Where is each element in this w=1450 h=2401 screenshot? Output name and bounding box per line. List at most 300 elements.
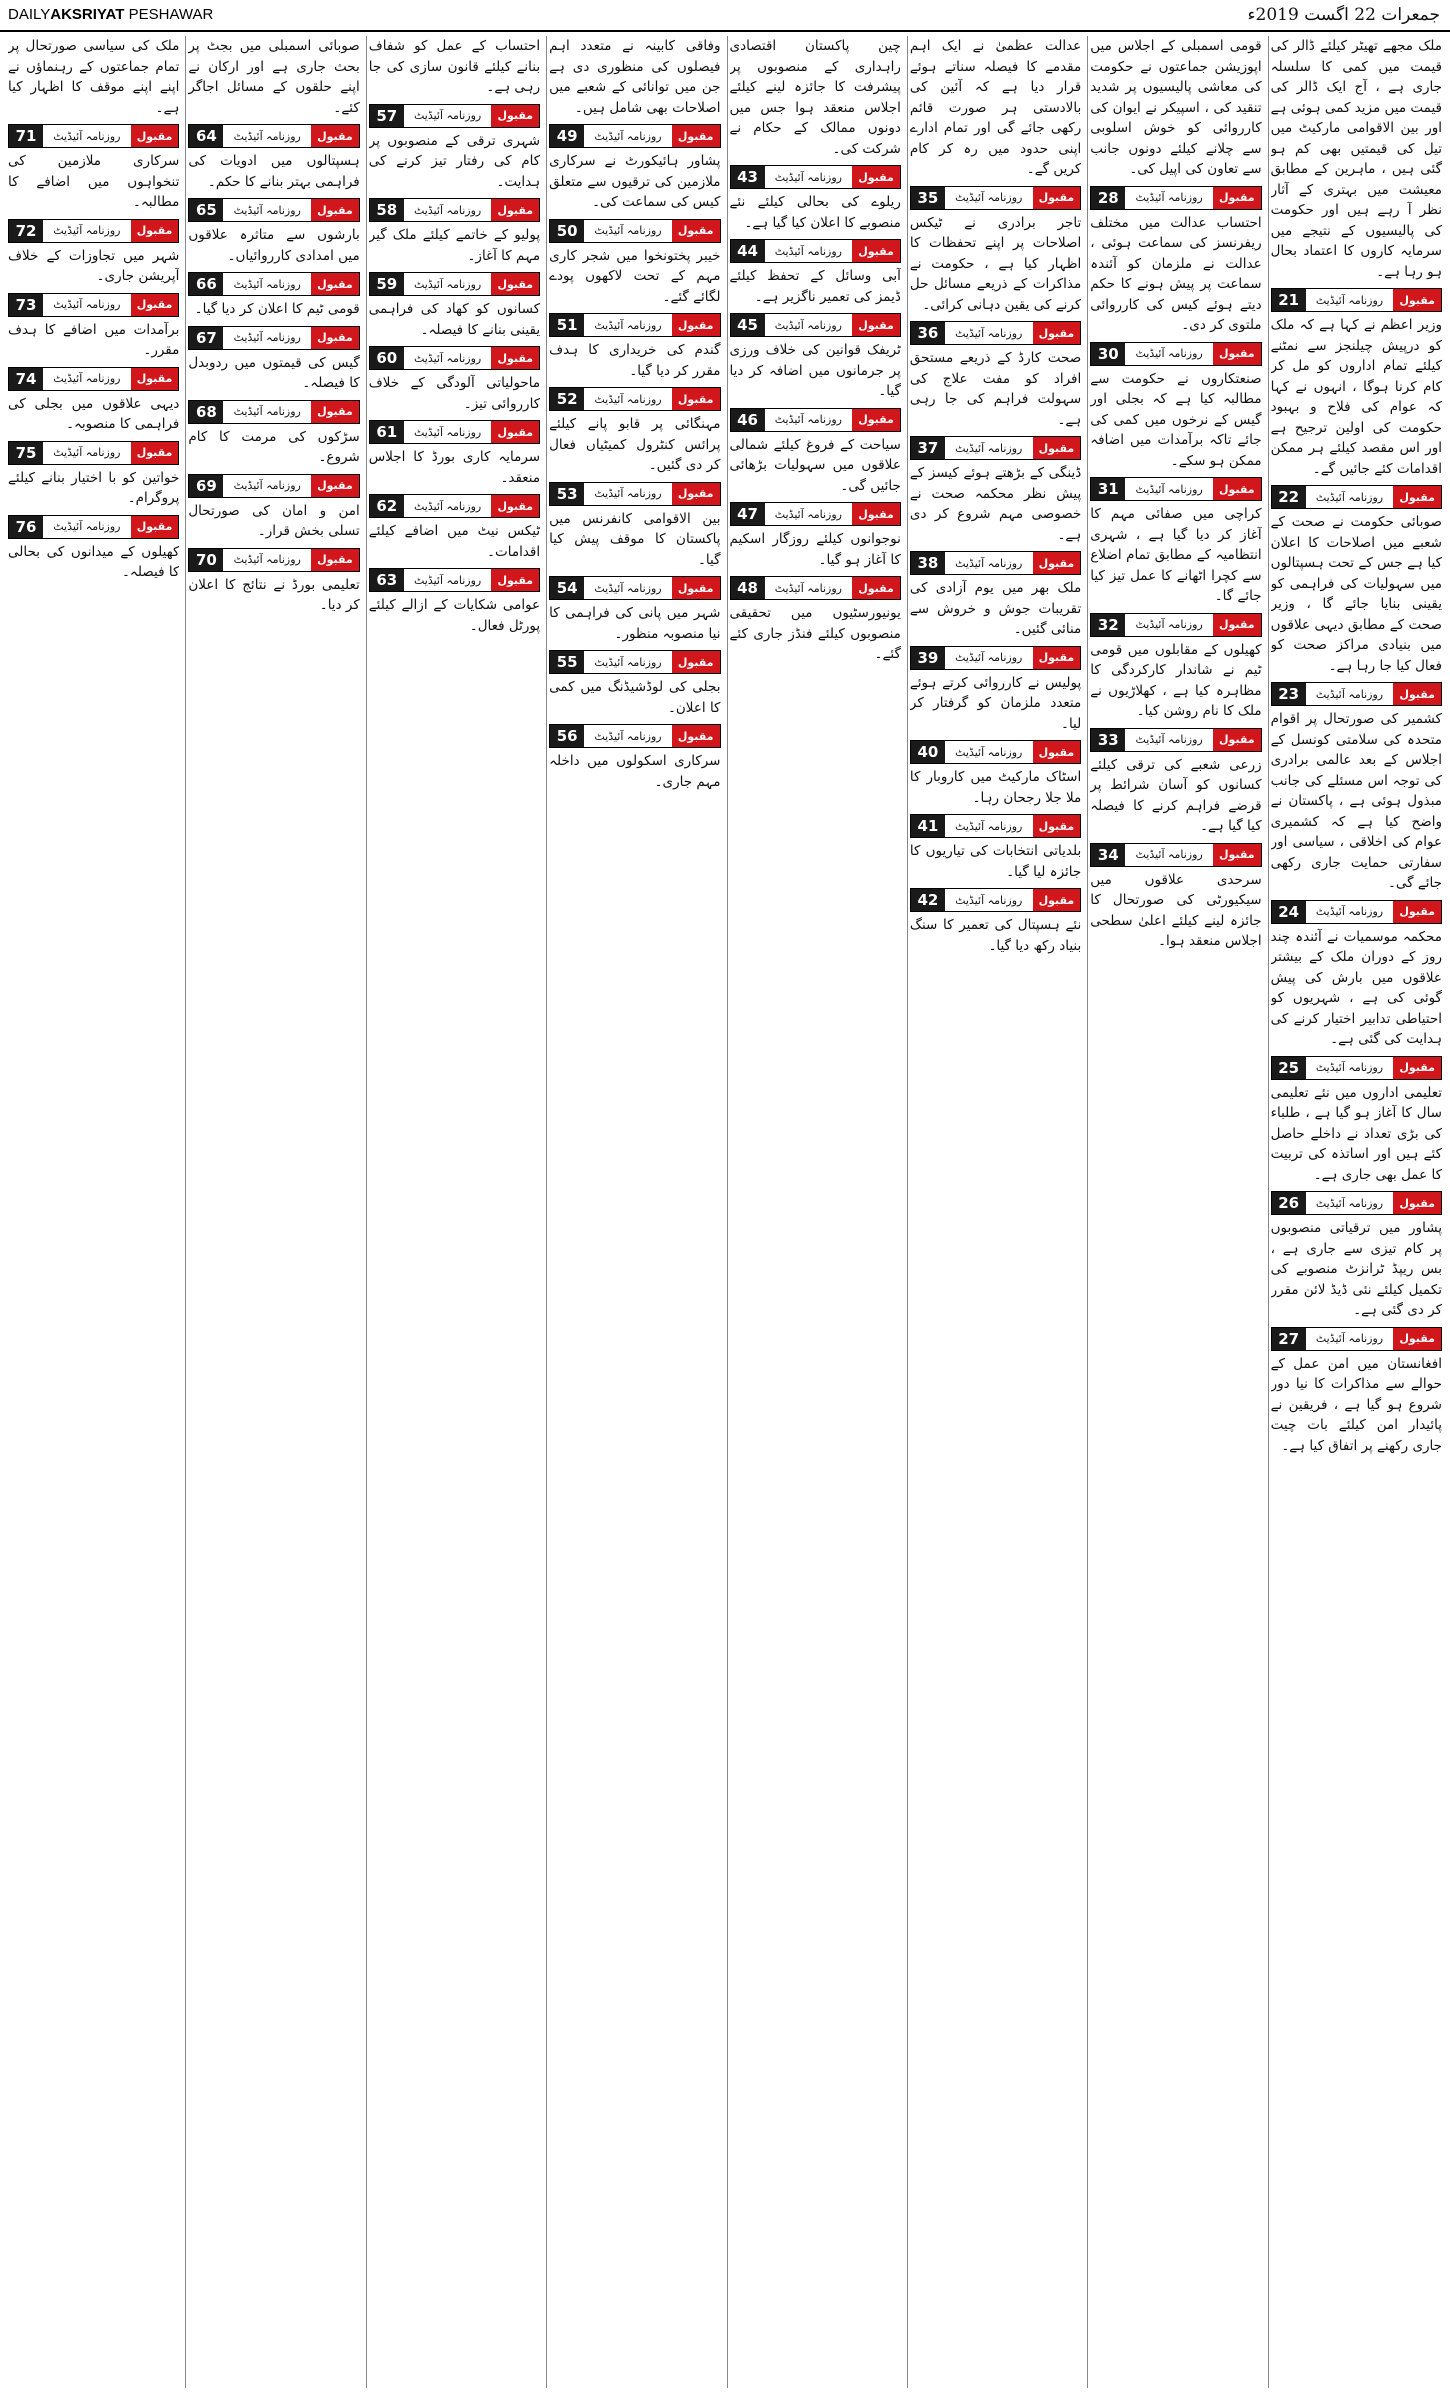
item-tag: مقبول [1393, 486, 1441, 508]
item-source: روزنامہ آئیڈیٹ [945, 187, 1033, 209]
item-number: 49 [550, 125, 584, 147]
item-text: پولیس نے کارروائی کرتے ہوئے متعدد ملزمان کو گرفتار کر لیا۔ [909, 674, 1082, 732]
item-tag: مقبول [1213, 614, 1261, 636]
item-source: روزنامہ آئیڈیٹ [1306, 1328, 1394, 1350]
item-source: روزنامہ آئیڈیٹ [404, 273, 492, 295]
item-text: شہر میں پانی کی فراہمی کا نیا منصوبہ منظور۔ [549, 605, 721, 642]
item-number: 24 [1272, 901, 1306, 923]
item-header [1271, 1327, 1442, 1351]
item-source: روزنامہ آئیڈیٹ [945, 741, 1033, 763]
item-text: خواتین کو با اختیار بنانے کیلئے پروگرام۔ [8, 469, 180, 506]
item-text: سڑکوں کی مرمت کا کام شروع۔ [188, 428, 360, 465]
item-source: روزنامہ آئیڈیٹ [43, 368, 131, 390]
news-item [8, 515, 179, 583]
news-item [549, 219, 720, 308]
item-source: روزنامہ آئیڈیٹ [765, 503, 853, 525]
item-text: وزیر اعظم نے کہا ہے کہ ملک کو درپیش چیلنجز سے نمٹنے کیلئے تمام اداروں کو مل کر کام کرنا ہوگا ، انہوں نے کہا کہ عوام کی فلاح و بہبود حکومت کی اولین ترجیح ہے اور اس مقصد کیلئے ہر ممکن اقدامات کئے جائیں گے۔ [1270, 317, 1442, 477]
item-source: روزنامہ آئیڈیٹ [223, 401, 311, 423]
news-item [188, 548, 359, 616]
item-header [910, 551, 1081, 575]
item-text: عدالت عظمیٰ نے ایک اہم مقدمے کا فیصلہ سناتے ہوئے قرار دیا ہے کہ آئین کی بالادستی ہر صورت قائم رکھی جائے گی اور تمام ادارے اپنی حدود میں رہ کر کام کریں گے۔ [909, 38, 1082, 177]
news-item [1271, 485, 1442, 676]
item-source: روزنامہ آئیڈیٹ [765, 577, 853, 599]
item-text: ماحولیاتی آلودگی کے خلاف کارروائی تیز۔ [368, 375, 541, 412]
item-header [8, 367, 179, 391]
item-number: 42 [911, 889, 945, 911]
item-number: 65 [189, 199, 223, 221]
item-source: روزنامہ آئیڈیٹ [223, 475, 311, 497]
news-item [188, 400, 359, 468]
item-text: ملک مجھے تھیٹر کیلئے ڈالر کی قیمت میں کمی کا سلسلہ جاری ہے ، آج ایک ڈالر کی قیمت میں مزید کمی ہوئی ہے اور بین الاقوامی مارکیٹ میں تیل کی قیمتیں بھی کم ہو گئی ہیں ، ماہرین کے مطابق معیشت میں بہتری کے آثار نظر آ رہے ہیں اور حکومت کی پالیسیوں کے نتیجے میں سرمایہ کاروں کا اعتماد بحال ہو رہا ہے۔ [1270, 38, 1442, 280]
item-tag: مقبول [1213, 187, 1261, 209]
item-text: امن و امان کی صورتحال تسلی بخش قرار۔ [188, 502, 360, 539]
item-header [549, 482, 720, 506]
item-tag: مقبول [1033, 889, 1081, 911]
item-header [8, 219, 179, 243]
item-text: کراچی میں صفائی مہم کا آغاز کر دیا گیا ہے ، شہری انتظامیہ کے مطابق تمام اضلاع سے کچرا اٹھانے کا عمل تیز کیا جائے گا۔ [1090, 506, 1262, 604]
news-item [549, 482, 720, 571]
item-source: روزنامہ آئیڈیٹ [404, 199, 492, 221]
item-number: 39 [911, 647, 945, 669]
item-tag: مقبول [672, 125, 720, 147]
news-item [1271, 682, 1442, 894]
item-tag: مقبول [1213, 478, 1261, 500]
item-text: ریلوے کی بحالی کیلئے نئے منصوبے کا اعلان کیا گیا ہے۔ [729, 194, 901, 231]
item-tag: مقبول [311, 549, 359, 571]
item-number: 66 [189, 273, 223, 295]
item-header [1271, 1056, 1442, 1080]
item-number: 22 [1272, 486, 1306, 508]
item-source: روزنامہ آئیڈیٹ [43, 294, 131, 316]
item-source: روزنامہ آئیڈیٹ [404, 569, 492, 591]
item-header [188, 548, 359, 572]
news-item [910, 888, 1081, 956]
item-source: روزنامہ آئیڈیٹ [945, 437, 1033, 459]
item-text: شہری ترقی کے منصوبوں پر کام کی رفتار تیز کرنے کی ہدایت۔ [368, 132, 541, 190]
news-item [1090, 477, 1261, 607]
item-text: یونیورسٹیوں میں تحقیقی منصوبوں کیلئے فنڈز جاری کئے گئے۔ [729, 605, 901, 662]
item-source: روزنامہ آئیڈیٹ [223, 273, 311, 295]
item-number: 59 [370, 273, 404, 295]
item-number: 56 [550, 725, 584, 747]
item-header [910, 436, 1081, 460]
news-column [1268, 36, 1444, 2388]
item-header [549, 650, 720, 674]
news-item [369, 568, 540, 636]
item-source: روزنامہ آئیڈیٹ [404, 347, 492, 369]
item-tag: مقبول [1033, 552, 1081, 574]
item-source: روزنامہ آئیڈیٹ [584, 483, 672, 505]
item-text: محکمہ موسمیات نے آئندہ چند روز کے دوران ملک کے بیشتر علاقوں میں بارش کی پیش گوئی کی ہے ، شہریوں کو احتیاطی تدابیر اختیار کرنے کی ہدایت کی گئی ہے۔ [1270, 928, 1442, 1047]
item-tag: مقبول [1033, 815, 1081, 837]
item-text: کھیلوں کے مقابلوں میں قومی ٹیم نے شاندار کارکردگی کا مظاہرہ کیا ہے ، کھلاڑیوں نے ملک کا نام روشن کیا۔ [1090, 641, 1262, 719]
item-text: زرعی شعبے کی ترقی کیلئے کسانوں کو آسان شرائط پر قرضے فراہم کرنے کا فیصلہ کیا گیا ہے۔ [1090, 756, 1262, 834]
item-number: 35 [911, 187, 945, 209]
item-header [549, 576, 720, 600]
item-text: افغانستان میں امن عمل کے حوالے سے مذاکرات کا نیا دور شروع ہو گیا ہے ، فریقین نے پائیدار امن کیلئے بات چیت جاری رکھنے پر اتفاق کیا ہے۔ [1270, 1355, 1442, 1454]
item-text: دیہی علاقوں میں بجلی کی فراہمی کا منصوبہ۔ [8, 395, 180, 432]
news-item [730, 239, 901, 307]
news-item [549, 724, 720, 792]
news-item [8, 441, 179, 509]
item-source: روزنامہ آئیڈیٹ [584, 388, 672, 410]
news-item [8, 124, 179, 213]
item-text: قومی ٹیم کا اعلان کر دیا گیا۔ [194, 301, 360, 317]
item-header [1090, 843, 1261, 867]
item-header [910, 814, 1081, 838]
item-header [549, 724, 720, 748]
item-source: روزنامہ آئیڈیٹ [223, 327, 311, 349]
news-item [369, 198, 540, 266]
news-column [6, 36, 181, 2388]
news-item [188, 124, 359, 192]
item-source: روزنامہ آئیڈیٹ [945, 322, 1033, 344]
news-item [910, 321, 1081, 430]
item-number: 36 [911, 322, 945, 344]
paper-prefix: DAILY [8, 6, 51, 23]
item-tag: مقبول [311, 401, 359, 423]
item-number: 40 [911, 741, 945, 763]
item-source: روزنامہ آئیڈیٹ [43, 516, 131, 538]
item-header [730, 313, 901, 337]
item-header [1271, 485, 1442, 509]
item-header [369, 198, 540, 222]
item-number: 43 [731, 166, 765, 188]
paper-name: AKSRIYAT [50, 6, 125, 23]
news-item [188, 36, 359, 118]
item-header [730, 239, 901, 263]
item-number: 32 [1091, 614, 1125, 636]
news-item [1271, 900, 1442, 1050]
news-item [1271, 36, 1442, 282]
news-item [1271, 1327, 1442, 1457]
item-text: ہسپتالوں میں ادویات کی فراہمی بہتر بنانے کا حکم۔ [188, 153, 360, 190]
item-text: کھیلوں کے میدانوں کی بحالی کا فیصلہ۔ [8, 543, 180, 580]
item-tag: مقبول [491, 421, 539, 443]
news-column [727, 36, 903, 2388]
item-header [188, 272, 359, 296]
news-item [188, 272, 359, 320]
item-source: روزنامہ آئیڈیٹ [43, 442, 131, 464]
item-tag: مقبول [1213, 844, 1261, 866]
item-text: احتساب عدالت میں مختلف ریفرنسز کی سماعت ہوئی ، عدالت نے ملزمان کو آئندہ سماعت پر پیش ہونے کا حکم دیتے ہوئے کیس کی کارروائی ملتوی کر دی۔ [1090, 214, 1262, 333]
item-tag: مقبول [131, 220, 179, 242]
item-header [8, 124, 179, 148]
news-item [1271, 288, 1442, 479]
item-header [369, 494, 540, 518]
item-header [369, 104, 540, 128]
item-text: سرمایہ کاری بورڈ کا اجلاس منعقد۔ [368, 449, 541, 486]
news-item [8, 367, 179, 435]
item-text: برآمدات میں اضافے کا ہدف مقرر۔ [8, 321, 180, 358]
item-number: 25 [1272, 1057, 1306, 1079]
item-number: 55 [550, 651, 584, 673]
news-item [549, 313, 720, 381]
item-header [549, 313, 720, 337]
item-text: تعلیمی بورڈ نے نتائج کا اعلان کر دیا۔ [188, 576, 360, 613]
item-header [369, 568, 540, 592]
item-number: 63 [370, 569, 404, 591]
item-number: 21 [1272, 289, 1306, 311]
item-number: 34 [1091, 844, 1125, 866]
news-item [910, 646, 1081, 735]
news-item [188, 326, 359, 394]
item-header [188, 326, 359, 350]
item-number: 44 [731, 240, 765, 262]
item-header [369, 346, 540, 370]
item-tag: مقبول [1033, 741, 1081, 763]
item-header [1090, 342, 1261, 366]
item-text: ٹریفک قوانین کی خلاف ورزی پر جرمانوں میں اضافہ کر دیا گیا۔ [729, 342, 901, 399]
item-number: 75 [9, 442, 43, 464]
item-number: 67 [189, 327, 223, 349]
item-source: روزنامہ آئیڈیٹ [1306, 1057, 1394, 1079]
item-number: 38 [911, 552, 945, 574]
item-tag: مقبول [311, 273, 359, 295]
item-number: 33 [1091, 729, 1125, 751]
item-source: روزنامہ آئیڈیٹ [765, 409, 853, 431]
news-item [1271, 1191, 1442, 1321]
news-item [1090, 728, 1261, 837]
item-header [730, 576, 901, 600]
news-column [185, 36, 361, 2388]
item-source: روزنامہ آئیڈیٹ [404, 105, 492, 127]
newspaper-page [6, 36, 1444, 2388]
item-header [188, 198, 359, 222]
item-number: 70 [189, 549, 223, 571]
news-item [369, 36, 540, 98]
item-text: سرکاری اسکولوں میں داخلہ مہم جاری۔ [549, 753, 721, 790]
item-tag: مقبول [491, 495, 539, 517]
item-header [8, 441, 179, 465]
item-text: وفاقی کابینہ نے متعدد اہم فیصلوں کی منظوری دی ہے جن میں توانائی کے شعبے میں اصلاحات بھی شامل ہیں۔ [549, 38, 721, 116]
item-tag: مقبول [311, 475, 359, 497]
item-header [8, 293, 179, 317]
item-source: روزنامہ آئیڈیٹ [404, 421, 492, 443]
news-item [8, 36, 179, 118]
news-item [8, 293, 179, 361]
item-number: 50 [550, 220, 584, 242]
item-source: روزنامہ آئیڈیٹ [1125, 478, 1213, 500]
item-source: روزنامہ آئیڈیٹ [1125, 343, 1213, 365]
item-tag: مقبول [852, 166, 900, 188]
item-source: روزنامہ آئیڈیٹ [404, 495, 492, 517]
news-item [369, 346, 540, 414]
item-source: روزنامہ آئیڈیٹ [945, 647, 1033, 669]
item-source: روزنامہ آئیڈیٹ [584, 125, 672, 147]
item-header [730, 502, 901, 526]
item-tag: مقبول [1393, 1328, 1441, 1350]
item-header [8, 515, 179, 539]
item-header [188, 474, 359, 498]
item-text: بجلی کی لوڈشیڈنگ میں کمی کا اعلان۔ [549, 679, 721, 716]
item-source: روزنامہ آئیڈیٹ [1125, 614, 1213, 636]
item-tag: مقبول [311, 125, 359, 147]
item-header [1090, 186, 1261, 210]
item-text: خیبر پختونخوا میں شجر کاری مہم کے تحت لاکھوں پودے لگائے گئے۔ [549, 247, 721, 305]
item-tag: مقبول [491, 273, 539, 295]
news-item [910, 740, 1081, 808]
item-tag: مقبول [131, 368, 179, 390]
item-text: بارشوں سے متاثرہ علاقوں میں امدادی کارروائیاں۔ [188, 227, 360, 264]
item-header [369, 420, 540, 444]
item-text: ڈینگی کے بڑھتے ہوئے کیسز کے پیش نظر محکمہ صحت نے خصوصی مہم شروع کر دی ہے۔ [909, 465, 1082, 543]
news-item [8, 219, 179, 287]
news-item [188, 474, 359, 542]
item-text: سرحدی علاقوں میں سیکیورٹی کی صورتحال کا جائزہ لینے کیلئے اعلیٰ سطحی اجلاس منعقد ہوا۔ [1090, 871, 1262, 949]
item-tag: مقبول [131, 516, 179, 538]
item-number: 62 [370, 495, 404, 517]
item-tag: مقبول [311, 327, 359, 349]
item-header [1271, 900, 1442, 924]
item-number: 76 [9, 516, 43, 538]
item-number: 61 [370, 421, 404, 443]
item-tag: مقبول [672, 651, 720, 673]
item-tag: مقبول [131, 125, 179, 147]
item-number: 58 [370, 199, 404, 221]
item-text: صنعتکاروں نے حکومت سے مطالبہ کیا ہے کہ بجلی اور گیس کے نرخوں میں کمی کی جائے تاکہ برآمدات میں اضافہ ممکن ہو سکے۔ [1090, 370, 1262, 469]
item-tag: مقبول [1393, 289, 1441, 311]
item-number: 72 [9, 220, 43, 242]
news-item [730, 36, 901, 159]
item-number: 27 [1272, 1328, 1306, 1350]
item-header [369, 272, 540, 296]
item-tag: مقبول [852, 314, 900, 336]
item-header [549, 387, 720, 411]
item-tag: مقبول [852, 577, 900, 599]
item-source: روزنامہ آئیڈیٹ [765, 166, 853, 188]
item-tag: مقبول [491, 199, 539, 221]
news-item [369, 272, 540, 340]
item-header [730, 165, 901, 189]
item-number: 68 [189, 401, 223, 423]
item-text: ٹیکس نیٹ میں اضافے کیلئے اقدامات۔ [368, 523, 541, 560]
item-text: عوامی شکایات کے ازالے کیلئے پورٹل فعال۔ [368, 597, 541, 634]
news-item [1090, 36, 1261, 180]
item-number: 54 [550, 577, 584, 599]
item-text: آبی وسائل کے تحفظ کیلئے ڈیمز کی تعمیر ناگزیر ہے۔ [729, 268, 901, 305]
item-source: روزنامہ آئیڈیٹ [584, 725, 672, 747]
item-text: پشاور ہائیکورٹ نے سرکاری ملازمین کی ترقیوں سے متعلق کیس کی سماعت کی۔ [549, 153, 721, 210]
news-column [907, 36, 1083, 2388]
item-number: 74 [9, 368, 43, 390]
item-number: 47 [731, 503, 765, 525]
item-number: 46 [731, 409, 765, 431]
news-item [730, 576, 901, 665]
item-source: روزنامہ آئیڈیٹ [584, 220, 672, 242]
item-tag: مقبول [1393, 1192, 1441, 1214]
item-text: احتساب کے عمل کو شفاف بنانے کیلئے قانون سازی کی جا رہی ہے۔ [368, 38, 541, 95]
news-column [366, 36, 542, 2388]
news-item [1090, 342, 1261, 472]
item-header [910, 186, 1081, 210]
item-source: روزنامہ آئیڈیٹ [945, 889, 1033, 911]
news-item [730, 313, 901, 402]
item-number: 28 [1091, 187, 1125, 209]
masthead [0, 0, 1450, 32]
item-source: روزنامہ آئیڈیٹ [584, 651, 672, 673]
item-header [730, 408, 901, 432]
item-header [549, 124, 720, 148]
item-header [1090, 728, 1261, 752]
item-source: روزنامہ آئیڈیٹ [1125, 844, 1213, 866]
newspaper-name [8, 6, 213, 23]
item-header [1271, 1191, 1442, 1215]
news-item [730, 408, 901, 497]
item-tag: مقبول [852, 409, 900, 431]
item-source: روزنامہ آئیڈیٹ [945, 815, 1033, 837]
item-text: شہر میں تجاوزات کے خلاف آپریشن جاری۔ [8, 247, 180, 284]
item-text: صوبائی حکومت نے صحت کے شعبے میں اصلاحات کا اعلان کیا ہے جس کے تحت ہسپتالوں میں سہولیات کی فراہمی کو یقینی بنایا جائے گا ، وزیر صحت کے مطابق دیہی علاقوں میں بنیادی مراکز صحت کو فعال کیا جا رہا ہے۔ [1270, 514, 1442, 674]
item-number: 30 [1091, 343, 1125, 365]
item-source: روزنامہ آئیڈیٹ [43, 125, 131, 147]
item-text: نئے ہسپتال کی تعمیر کا سنگ بنیاد رکھ دیا گیا۔ [909, 917, 1082, 954]
item-number: 37 [911, 437, 945, 459]
item-number: 23 [1272, 683, 1306, 705]
item-number: 51 [550, 314, 584, 336]
item-number: 26 [1272, 1192, 1306, 1214]
item-tag: مقبول [1033, 322, 1081, 344]
news-item [1090, 613, 1261, 722]
news-item [730, 165, 901, 233]
item-source: روزنامہ آئیڈیٹ [223, 199, 311, 221]
item-text: ملک بھر میں یوم آزادی کی تقریبات جوش و خروش سے منائی گئیں۔ [909, 580, 1082, 637]
item-tag: مقبول [672, 725, 720, 747]
item-source: روزنامہ آئیڈیٹ [765, 240, 853, 262]
news-column [1087, 36, 1263, 2388]
item-tag: مقبول [852, 503, 900, 525]
item-tag: مقبول [311, 199, 359, 221]
item-tag: مقبول [131, 294, 179, 316]
item-number: 69 [189, 475, 223, 497]
news-item [910, 436, 1081, 545]
item-text: کسانوں کو کھاد کی فراہمی یقینی بنانے کا فیصلہ۔ [368, 301, 541, 338]
item-source: روزنامہ آئیڈیٹ [1306, 683, 1394, 705]
item-header [1090, 613, 1261, 637]
item-header [910, 646, 1081, 670]
item-header [910, 888, 1081, 912]
news-item [1090, 186, 1261, 336]
item-tag: مقبول [1393, 683, 1441, 705]
item-source: روزنامہ آئیڈیٹ [945, 552, 1033, 574]
item-number: 64 [189, 125, 223, 147]
news-item [910, 551, 1081, 640]
item-number: 53 [550, 483, 584, 505]
news-item [369, 104, 540, 193]
item-tag: مقبول [1033, 647, 1081, 669]
item-text: سیاحت کے فروغ کیلئے شمالی علاقوں میں سہولیات بڑھائی جائیں گی۔ [729, 436, 901, 494]
item-text: صوبائی اسمبلی میں بجٹ پر بحث جاری ہے اور ارکان نے اپنے حلقوں کے مسائل اجاگر کئے۔ [188, 38, 360, 116]
item-source: روزنامہ آئیڈیٹ [1125, 729, 1213, 751]
item-text: صحت کارڈ کے ذریعے مستحق افراد کو مفت علاج کی سہولت فراہم کی جا رہی ہے۔ [909, 350, 1082, 428]
item-text: مہنگائی پر قابو پانے کیلئے پرائس کنٹرول کمیٹیاں فعال کر دی گئیں۔ [549, 416, 721, 473]
item-source: روزنامہ آئیڈیٹ [584, 577, 672, 599]
item-number: 31 [1091, 478, 1125, 500]
item-number: 60 [370, 347, 404, 369]
news-column [546, 36, 722, 2388]
item-number: 73 [9, 294, 43, 316]
news-item [549, 650, 720, 718]
item-tag: مقبول [1393, 901, 1441, 923]
item-header [910, 740, 1081, 764]
item-header [549, 219, 720, 243]
news-item [369, 420, 540, 488]
item-header [1090, 477, 1261, 501]
item-text: پشاور میں ترقیاتی منصوبوں پر کام تیزی سے جاری ہے ، بس ریپڈ ٹرانزٹ منصوبے کی تکمیل کیلئے نئی ڈیڈ لائن مقرر کر دی گئی ہے۔ [1270, 1220, 1442, 1318]
news-item [910, 36, 1081, 180]
news-item [188, 198, 359, 266]
item-text: کشمیر کی صورتحال پر اقوام متحدہ کی سلامتی کونسل کے اجلاس کے بعد عالمی برادری کی توجہ اس مسئلے کی جانب مبذول ہوئی ہے ، پاکستان نے واضح کیا ہے کہ کشمیری عوام کی اخلاقی ، سیاسی اور سفارتی حمایت جاری رکھی جائے گی۔ [1270, 711, 1442, 891]
